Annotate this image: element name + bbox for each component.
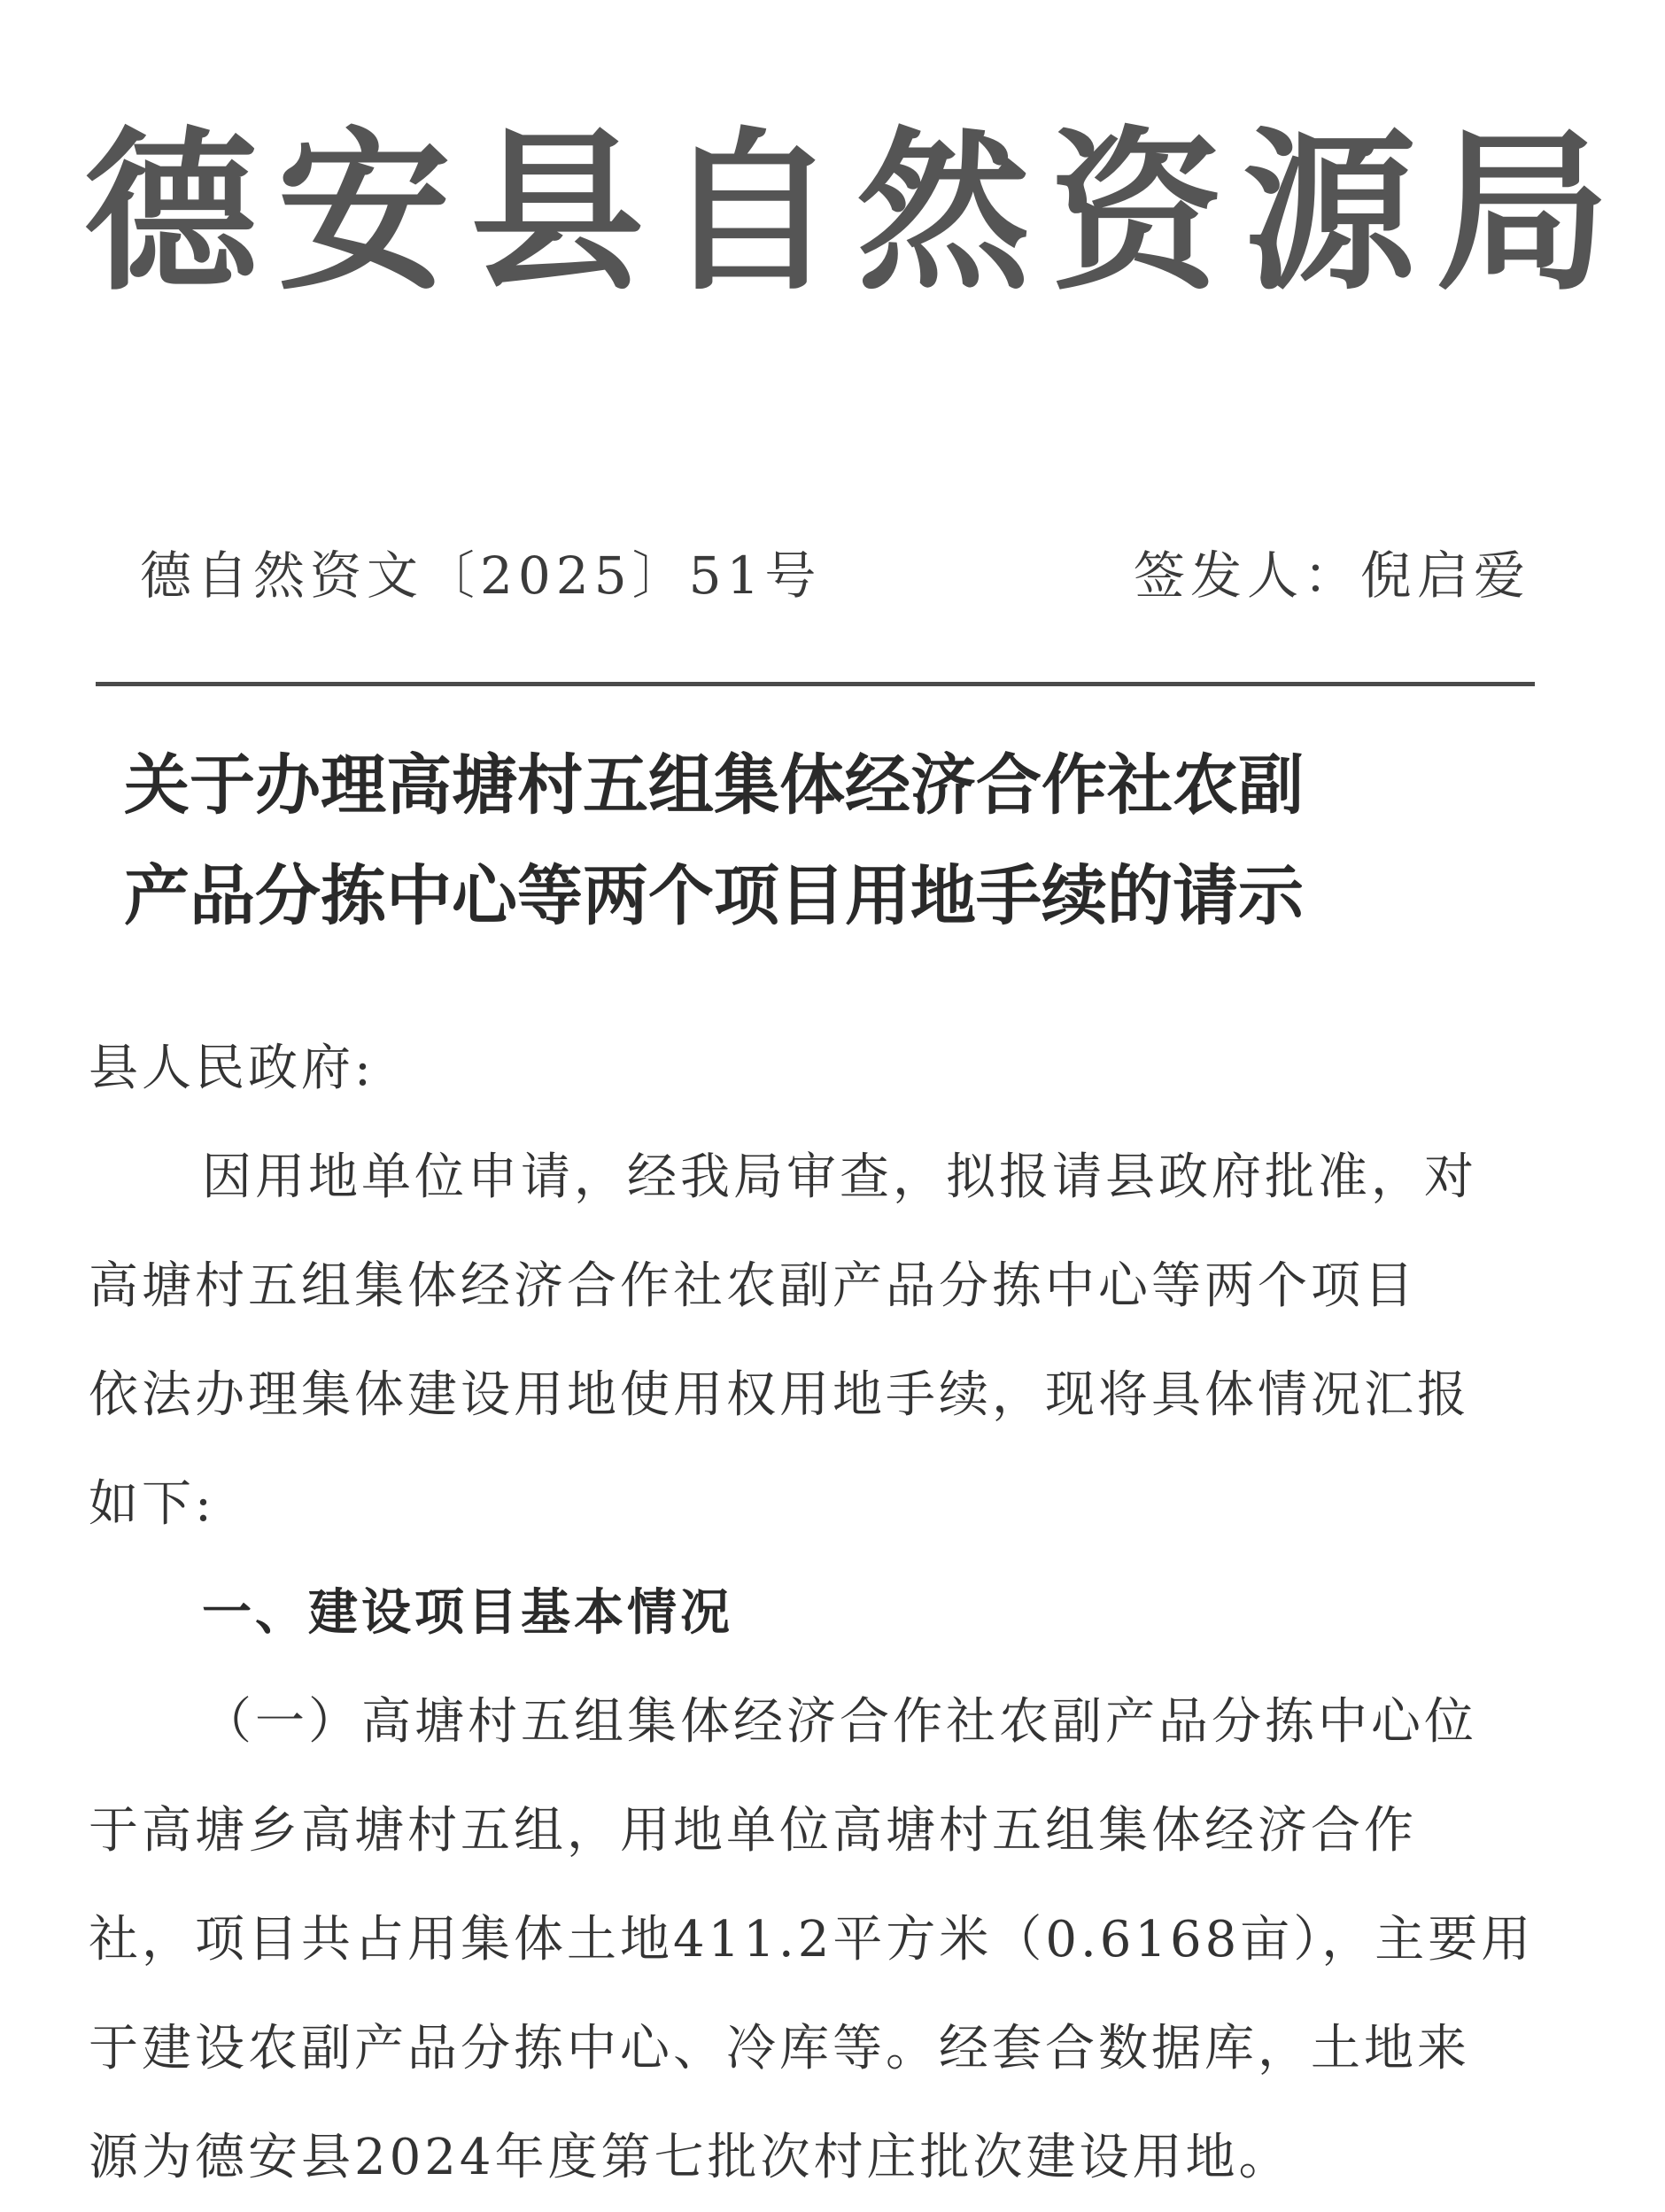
issuing-authority-title: 德安县自然资源局: [84, 111, 1630, 314]
paragraph-1-line-3: 依法办理集体建设用地使用权用地手续，现将具体情况汇报: [89, 1366, 1470, 1424]
paragraph-1-line-1: 因用地单位申请，经我局审查，拟报请县政府批准，对: [202, 1149, 1477, 1206]
salutation: 县人民政府:: [89, 1040, 375, 1097]
issuer-signature: 签发人：倪启爱: [1133, 545, 1530, 606]
paragraph-2-line-3: 社，项目共占用集体土地411.2平方米（0.6168亩），主要用: [89, 1911, 1535, 1968]
header-divider: [96, 682, 1535, 686]
section-heading-1: 一、建设项目基本情况: [202, 1584, 733, 1642]
document-title: [124, 731, 1541, 952]
paragraph-2-line-1: （一）高塘村五组集体经济合作社农副产品分拣中心位: [202, 1693, 1477, 1751]
document-number: 德自然资文〔2025〕51号: [140, 545, 822, 606]
document-body: [89, 1014, 1541, 2212]
document-title-line-1: 关于办理高塘村五组集体经济合作社农副: [124, 747, 1304, 824]
paragraph-1-line-4: 如下:: [89, 1475, 215, 1533]
paragraph-2-line-4: 于建设农副产品分拣中心、冷库等。经套合数据库，土地来: [89, 2020, 1470, 2077]
document-meta-row: [140, 540, 1530, 611]
paragraph-1-line-2: 高塘村五组集体经济合作社农副产品分拣中心等两个项目: [89, 1257, 1417, 1315]
paragraph-2-line-2: 于高塘乡高塘村五组，用地单位高塘村五组集体经济合作: [89, 1802, 1417, 1860]
document-title-line-2: 产品分拣中心等两个项目用地手续的请示: [124, 858, 1304, 934]
paragraph-2-line-5: 源为德安县2024年度第七批次村庄批次建设用地。: [89, 2129, 1292, 2186]
